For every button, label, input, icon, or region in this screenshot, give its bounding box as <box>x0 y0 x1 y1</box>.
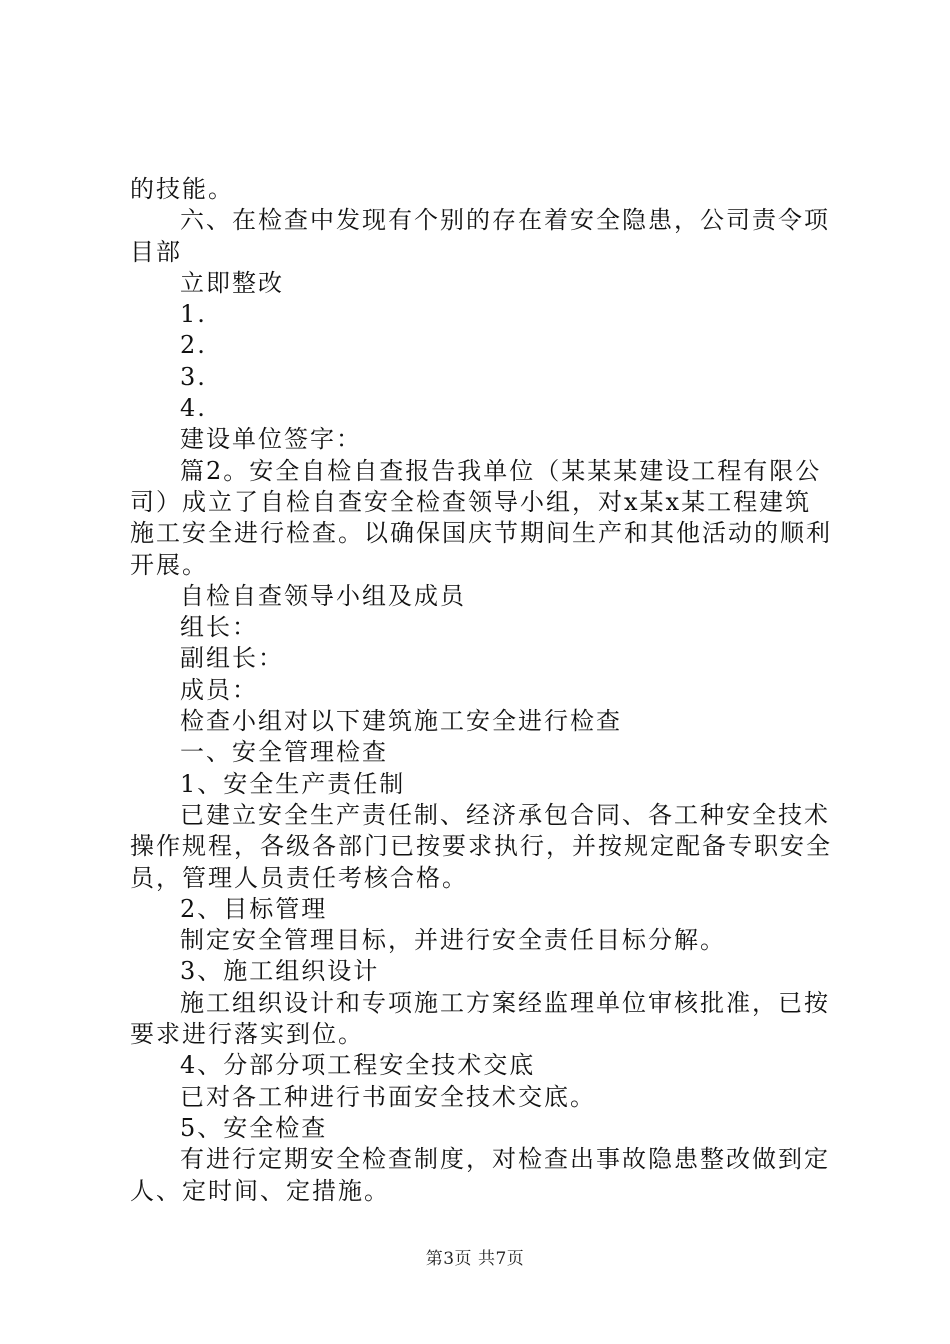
text-line: 2、目标管理 <box>180 894 328 923</box>
text-line: 成员： <box>180 675 258 704</box>
text-line: 制定安全管理目标，并进行安全责任目标分解。 <box>180 926 726 955</box>
text-line: 操作规程，各级各部门已按要求执行，并按规定配备专职安全 <box>130 832 832 861</box>
text-line: 立即整改 <box>180 268 284 297</box>
text-line: 施工安全进行检查。以确保国庆节期间生产和其他活动的顺利 <box>130 519 832 548</box>
text-line: 自检自查领导小组及成员 <box>180 581 466 610</box>
text-line: 已建立安全生产责任制、经济承包合同、各工种安全技术 <box>180 800 830 829</box>
text-line: 六、在检查中发现有个别的存在着安全隐患，公司责令项 <box>180 206 830 235</box>
text-line: 检查小组对以下建筑施工安全进行检查 <box>180 707 622 736</box>
text-line: 5、安全检查 <box>180 1113 328 1142</box>
text-line: 目部 <box>130 237 182 266</box>
text-line: 施工组织设计和专项施工方案经监理单位审核批准，已按 <box>180 988 830 1017</box>
text-line: 1. <box>180 300 207 329</box>
text-line: 开展。 <box>130 550 208 579</box>
text-line: 要求进行落实到位。 <box>130 1020 364 1049</box>
text-line: 有进行定期安全检查制度，对检查出事故隐患整改做到定 <box>180 1145 830 1174</box>
text-line: 司）成立了自检自查安全检查领导小组，对x某x某工程建筑 <box>130 487 812 516</box>
text-line: 3、施工组织设计 <box>180 957 380 986</box>
text-line: 篇2。安全自检自查报告我单位（某某某建设工程有限公 <box>180 456 822 485</box>
document-body <box>130 174 830 1207</box>
text-line: 3. <box>180 362 207 391</box>
text-line: 人、定时间、定措施。 <box>130 1176 390 1205</box>
text-line: 的技能。 <box>130 175 234 203</box>
text-line: 1、安全生产责任制 <box>180 769 406 798</box>
text-line: 已对各工种进行书面安全技术交底。 <box>180 1082 596 1111</box>
text-line: 一、安全管理检查 <box>180 738 388 767</box>
text-line: 组长： <box>180 613 258 642</box>
text-line: 建设单位签字： <box>180 425 362 454</box>
text-line: 4、分部分项工程安全技术交底 <box>180 1051 536 1080</box>
page-footer: 第3页 共7页 <box>425 1249 525 1269</box>
text-line: 2. <box>180 331 207 360</box>
text-line: 4. <box>180 394 207 423</box>
text-line: 副组长： <box>180 644 284 673</box>
text-line: 员，管理人员责任考核合格。 <box>130 863 468 892</box>
